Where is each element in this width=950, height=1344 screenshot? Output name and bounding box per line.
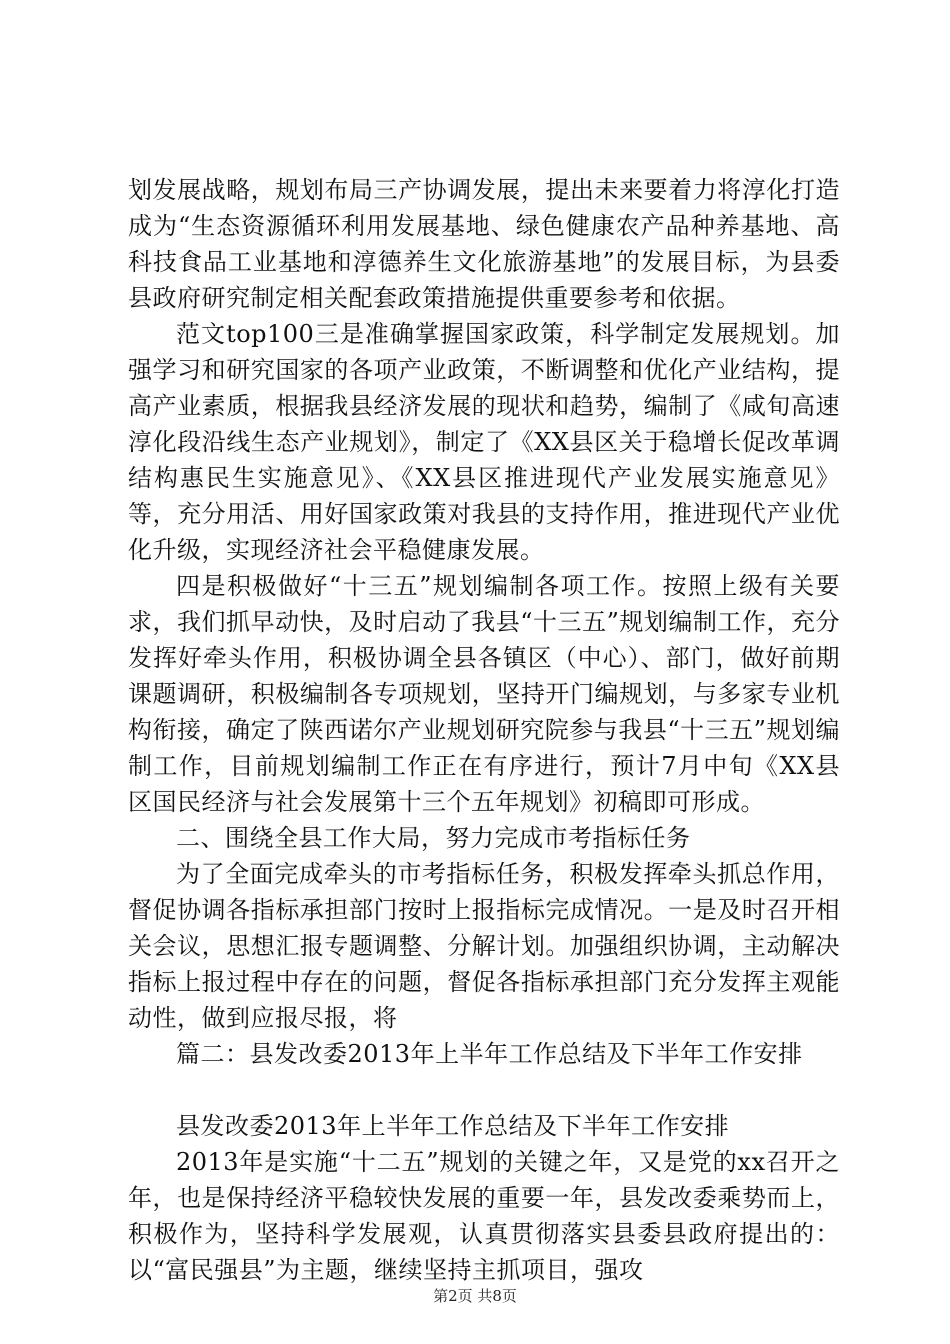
blank-line bbox=[128, 1072, 840, 1108]
article-two-title: 县发改委2013年上半年工作总结及下半年工作安排 bbox=[176, 1112, 730, 1140]
paragraph-continuation: 划发展战略，规划布局三产协调发展，提出未来要着力将淳化打造成为“生态资源循环利用发展基地、绿色健康农产品种养基地、高科技食品工业基地和淳德养生文化旅游基地”的发展目标，为县委县政府研究制定相关配套政策措施提供重要参考和依据。 bbox=[128, 176, 840, 312]
paragraph-city-targets: 为了全面完成牵头的市考指标任务，积极发挥牵头抓总作用，督促协调各指标承担部门按时上报指标完成情况。一是及时召开相关会议，思想汇报专题调整、分解计划。加强组织协调，主动解决指标上报过程中存在的问题，督促各指标承担部门充分发挥主观能动性，做到应报尽报，将 bbox=[128, 860, 840, 1032]
paragraph-2013-intro: 2013年是实施“十二五”规划的关键之年，又是党的xx召开之年，也是保持经济平稳较快发展的重要一年，县发改委乘势而上，积极作为，坚持科学发展观，认真贯彻落实县委县政府提出的：以“富民强县”为主题，继续坚持主抓项目，强攻 bbox=[128, 1148, 840, 1284]
paragraph-thirteenth-five-year: 四是积极做好“十三五”规划编制各项工作。按照上级有关要求，我们抓早动快，及时启动了我县“十三五”规划编制工作，充分发挥好牵头作用，积极协调全县各镇区（中心）、部门，做好前期课题调研，积极编制各专项规划，坚持开门编规划，与多家专业机构衔接，确定了陕西诺尔产业规划研究院参与我县“十三五”规划编制工作，目前规划编制工作正在有序进行，预计7月中旬《XX县区国民经济与社会发展第十三个五年规划》初稿即可形成。 bbox=[128, 572, 840, 816]
document-body bbox=[128, 172, 840, 1288]
paragraph-policy-planning: 范文top100三是准确掌握国家政策，科学制定发展规划。加强学习和研究国家的各项产业政策，不断调整和优化产业结构，提高产业素质，根据我县经济发展的现状和趋势，编制了《咸旬高速淳化段沿线生态产业规划》，制定了《XX县区关于稳增长促改革调结构惠民生实施意见》、《XX县区推进现代产业发展实施意见》等，充分用活、用好国家政策对我县的支持作用，推进现代产业优化升级，实现经济社会平稳健康发展。 bbox=[128, 320, 840, 564]
article-two-heading: 篇二：县发改委2013年上半年工作总结及下半年工作安排 bbox=[176, 1040, 803, 1068]
page-number-footer: 第2页 共8页 bbox=[433, 1287, 517, 1305]
section-heading-city-targets: 二、围绕全县工作大局，努力完成市考指标任务 bbox=[176, 824, 691, 852]
